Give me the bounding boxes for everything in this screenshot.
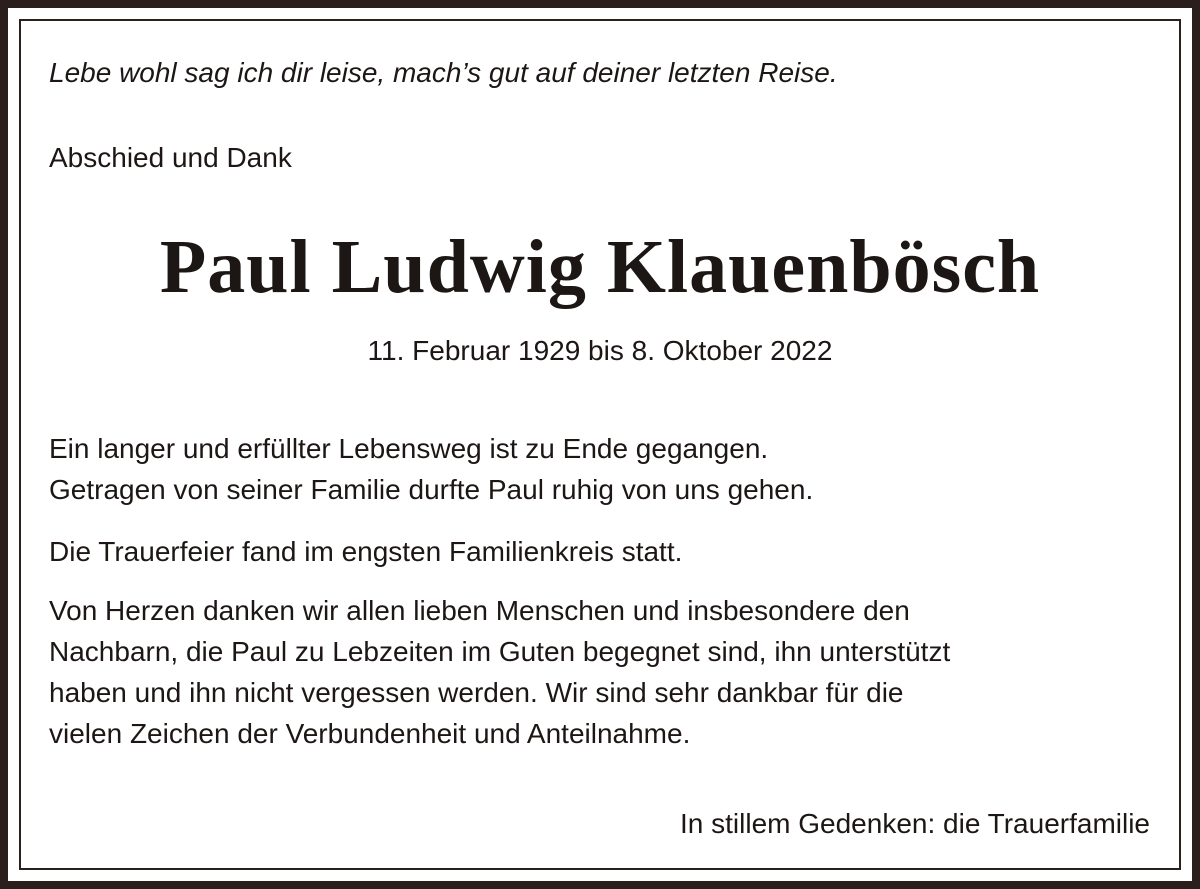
paragraph-line: Von Herzen danken wir allen lieben Menschen und insbesondere den	[49, 595, 910, 626]
signature-line: In stillem Gedenken: die Trauerfamilie	[680, 808, 1150, 839]
intro-heading: Abschied und Dank	[49, 142, 292, 173]
deceased-name: Paul Ludwig Klauenbösch	[159, 225, 1041, 309]
paragraph-line: Nachbarn, die Paul zu Lebzeiten im Guten begegnet sind, ihn unterstützt	[49, 636, 951, 667]
paragraph-line: vielen Zeichen der Verbundenheit und Anteilnahme.	[49, 718, 691, 749]
paragraph-line: Getragen von seiner Familie durfte Paul ruhig von uns gehen.	[49, 474, 814, 505]
paragraph-life-journey	[49, 428, 1129, 510]
paragraph-funeral	[49, 531, 1129, 572]
paragraph-line: Ein langer und erfüllter Lebensweg ist zu Ende gegangen.	[49, 433, 769, 464]
paragraph-thanks	[49, 590, 1129, 754]
paragraph-line: haben und ihn nicht vergessen werden. Wir sind sehr dankbar für die	[49, 677, 904, 708]
life-dates: 11. Februar 1929 bis 8. Oktober 2022	[367, 335, 833, 366]
paragraph-line: Die Trauerfeier fand im engsten Familienkreis statt.	[49, 536, 683, 567]
motto-verse: Lebe wohl sag ich dir leise, mach’s gut auf deiner letzten Reise.	[49, 57, 838, 88]
